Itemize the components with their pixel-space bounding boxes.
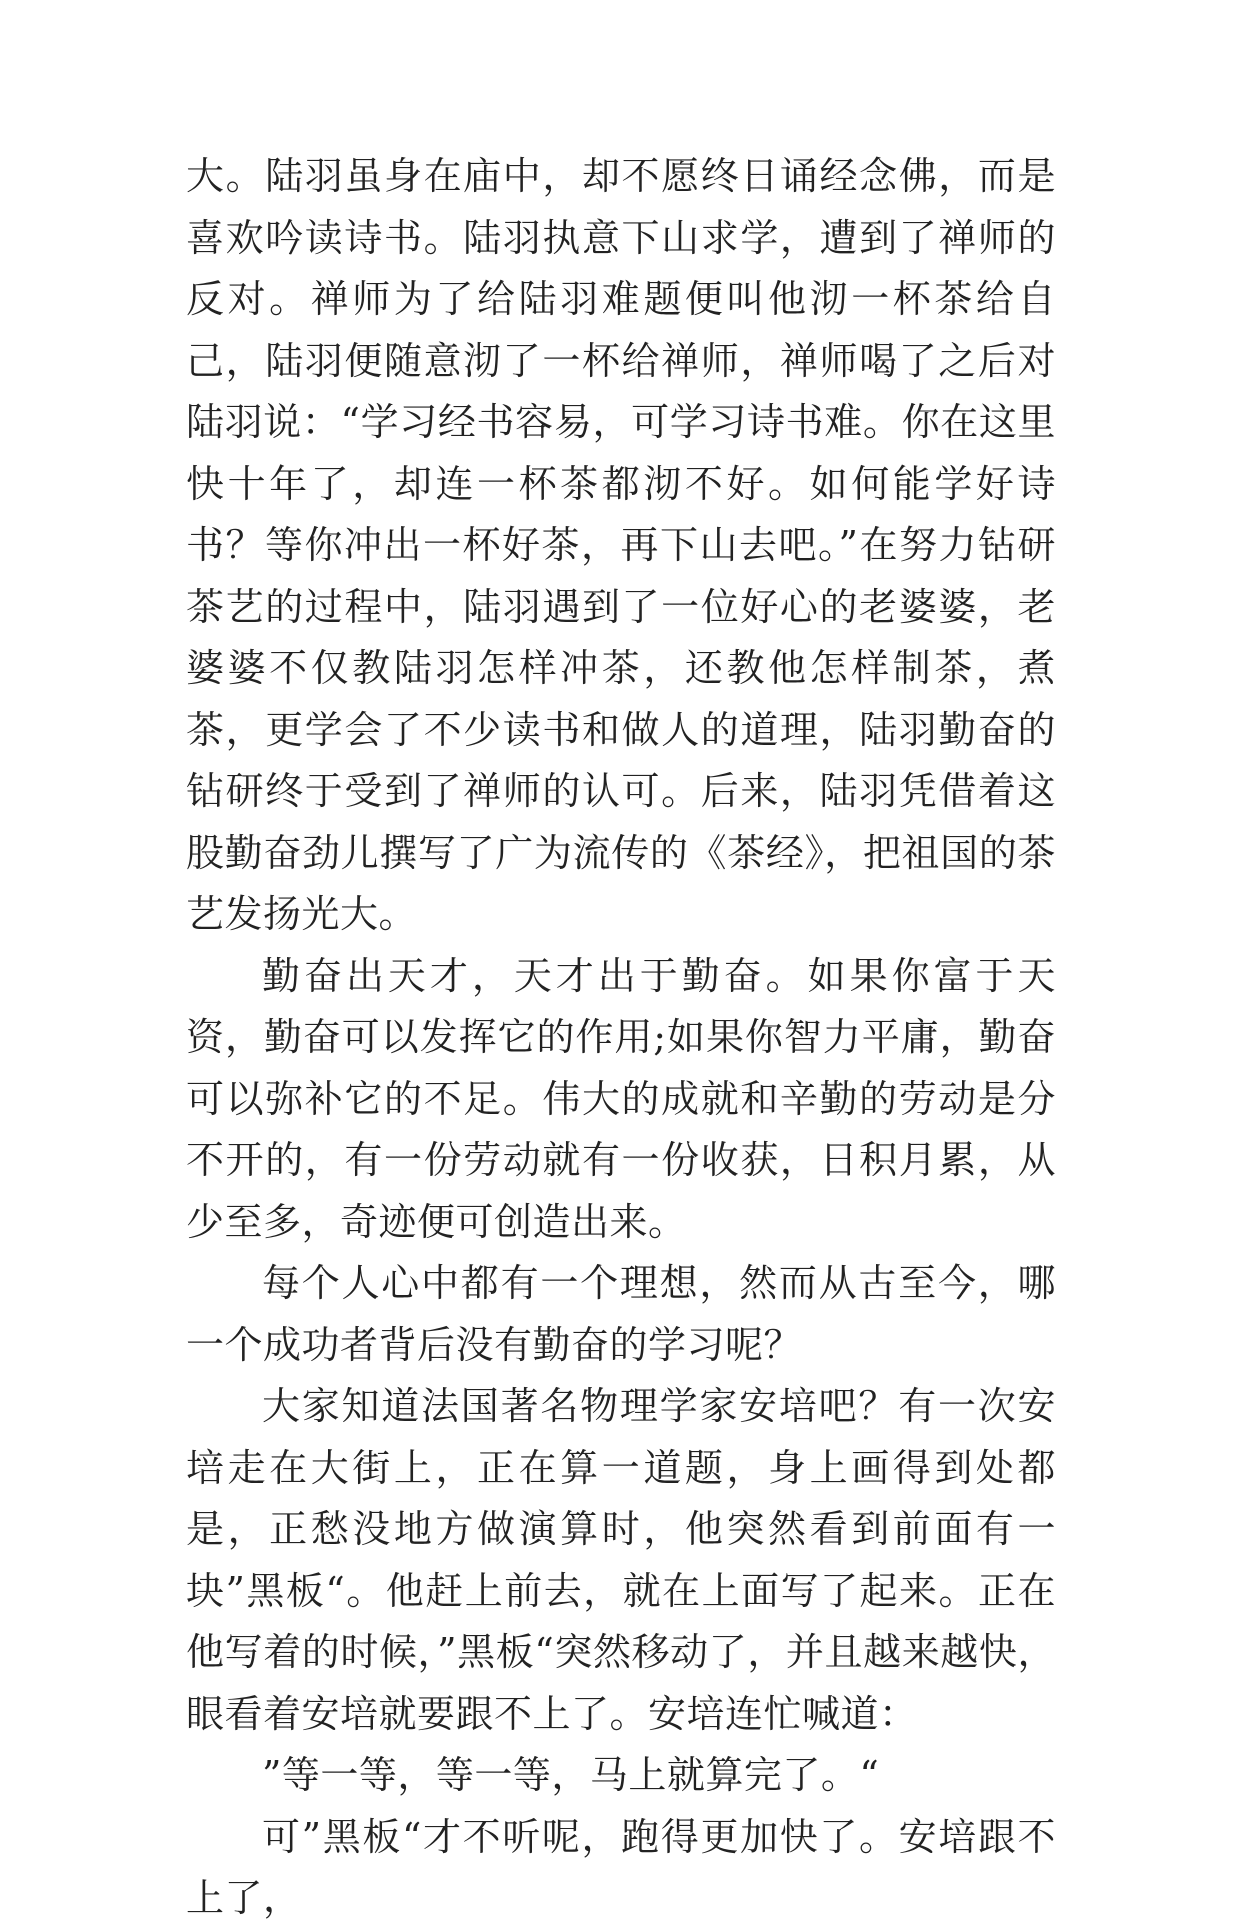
body-text (186, 146, 1056, 1930)
paragraph-1: 大。陆羽虽身在庙中，却不愿终日诵经念佛，而是喜欢吟读诗书。陆羽执意下山求学，遭到了禅师的反对。禅师为了给陆羽难题便叫他沏一杯茶给自己，陆羽便随意沏了一杯给禅师，禅师喝了之后对陆羽说：“学习经书容易，可学习诗书难。你在这里快十年了，却连一杯茶都沏不好。如何能学好诗书？等你冲出一杯好茶，再下山去吧。”在努力钻研茶艺的过程中，陆羽遇到了一位好心的老婆婆，老婆婆不仅教陆羽怎样冲茶，还教他怎样制茶，煮茶，更学会了不少读书和做人的道理，陆羽勤奋的钻研终于受到了禅师的认可。后来，陆羽凭借着这股勤奋劲儿撰写了广为流传的《茶经》，把祖国的茶艺发扬光大。 (186, 154, 1056, 936)
paragraph-2: 勤奋出天才，天才出于勤奋。如果你富于天资，勤奋可以发挥它的作用;如果你智力平庸，勤奋可以弥补它的不足。伟大的成就和辛勤的劳动是分不开的，有一份劳动就有一份收获，日积月累，从少至多，奇迹便可创造出来。 (186, 953, 1056, 1244)
paragraph-6: 可”黑板“才不听呢，跑得更加快了。安培跟不上了， (186, 1814, 1056, 1920)
paragraph-3: 每个人心中都有一个理想，然而从古至今，哪一个成功者背后没有勤奋的学习呢？ (186, 1261, 1056, 1367)
paragraph-4: 大家知道法国著名物理学家安培吧？有一次安培走在大街上，正在算一道题，身上画得到处都是，正愁没地方做演算时，他突然看到前面有一块”黑板“。他赶上前去，就在上面写了起来。正在他写着的时候，”黑板“突然移动了，并且越来越快，眼看着安培就要跟不上了。安培连忙喊道： (186, 1384, 1056, 1736)
paragraph-5: ”等一等，等一等，马上就算完了。“ (262, 1753, 880, 1797)
